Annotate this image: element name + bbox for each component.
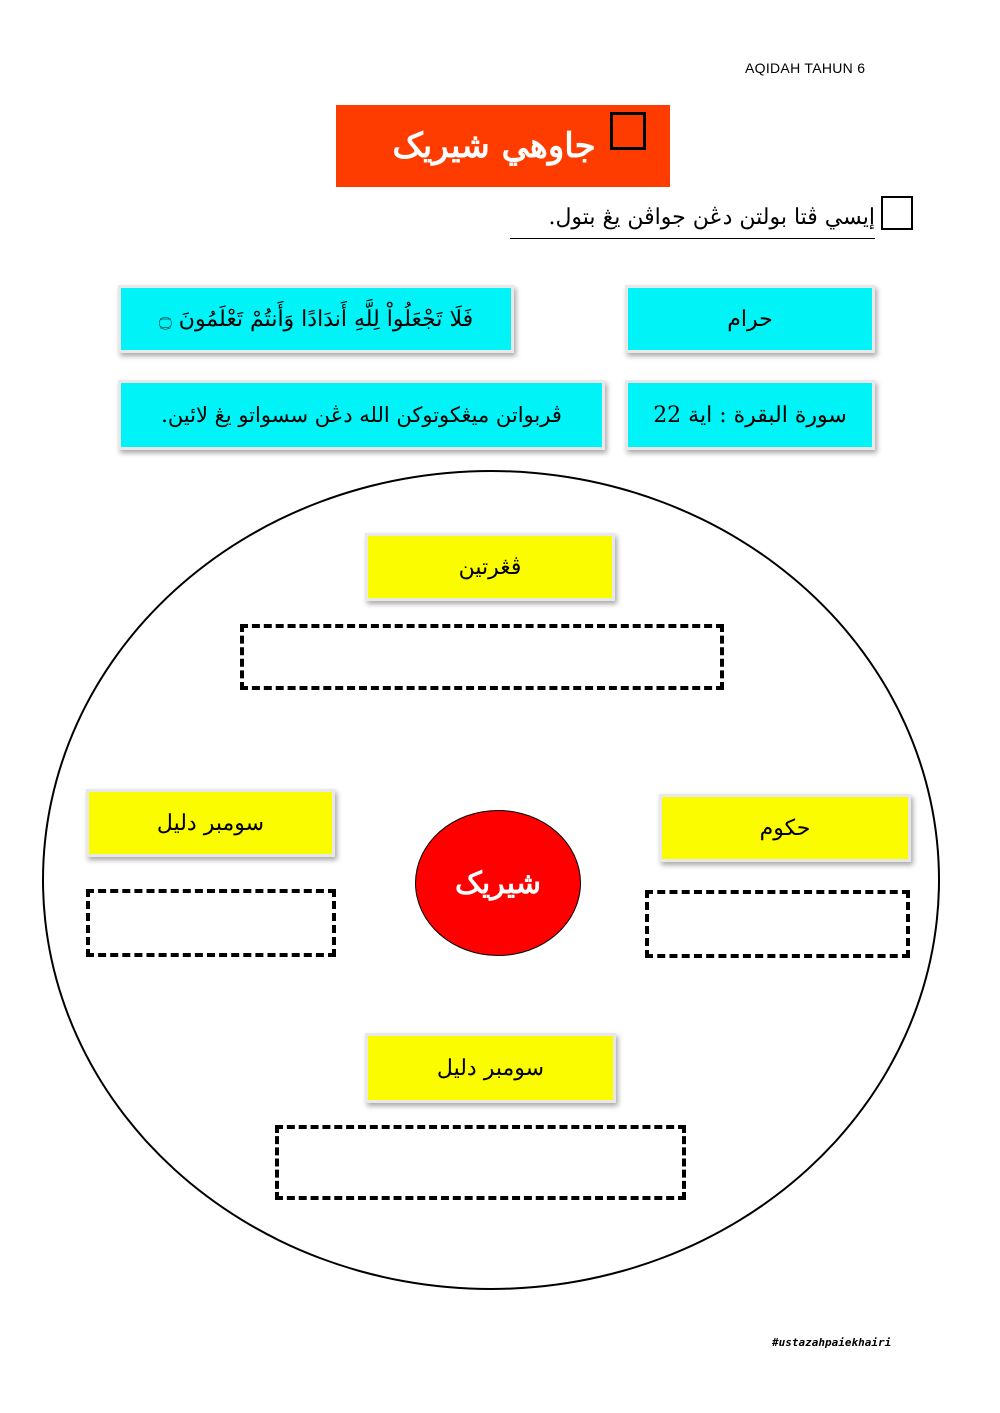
instruction-checkbox[interactable] xyxy=(881,196,913,230)
center-topic-text: شيريک xyxy=(455,865,541,901)
drop-zone-definition[interactable] xyxy=(240,624,724,690)
drop-zone-ruling[interactable] xyxy=(645,890,910,958)
label-source-bottom-text: سومبر دليل xyxy=(436,1055,545,1081)
card-surah[interactable] xyxy=(625,380,875,450)
title-text: جاوهي شيريک xyxy=(392,126,596,166)
card-meaning-text: ڤربواتن ميڠکوتوکن الله دڠن سسواتو يڠ لائين. xyxy=(161,403,562,427)
label-definition xyxy=(365,533,615,601)
drop-zone-source-bottom[interactable] xyxy=(275,1125,686,1200)
card-haram-text: حرام xyxy=(727,306,773,332)
card-haram[interactable] xyxy=(625,285,875,353)
instruction-text: إيسي ڤتا بولتن دڠن جواڤن يڠ بتول. xyxy=(510,205,875,239)
label-definition-text: ڤڠرتين xyxy=(458,554,522,580)
center-topic-circle xyxy=(415,810,581,956)
card-verse[interactable] xyxy=(118,285,514,353)
drop-zone-source-left[interactable] xyxy=(86,889,336,957)
label-ruling-text: حکوم xyxy=(759,815,811,841)
label-source-left xyxy=(86,789,335,857)
title-checkbox[interactable] xyxy=(610,112,646,150)
label-ruling xyxy=(659,794,911,862)
header-label: AQIDAH TAHUN 6 xyxy=(745,60,866,76)
card-surah-text: سورة البقرة : اية 22 xyxy=(653,402,847,428)
label-source-bottom xyxy=(365,1033,616,1103)
footer-tag: #ustazahpaiekhairi xyxy=(772,1336,892,1349)
card-meaning[interactable] xyxy=(118,380,605,450)
label-source-left-text: سومبر دليل xyxy=(156,810,265,836)
card-verse-text: فَلَا تَجْعَلُواْ لِلَّهِ أَندَادًا وَأَنتُمْ تَعْلَمُونَ ۝ xyxy=(158,306,474,332)
